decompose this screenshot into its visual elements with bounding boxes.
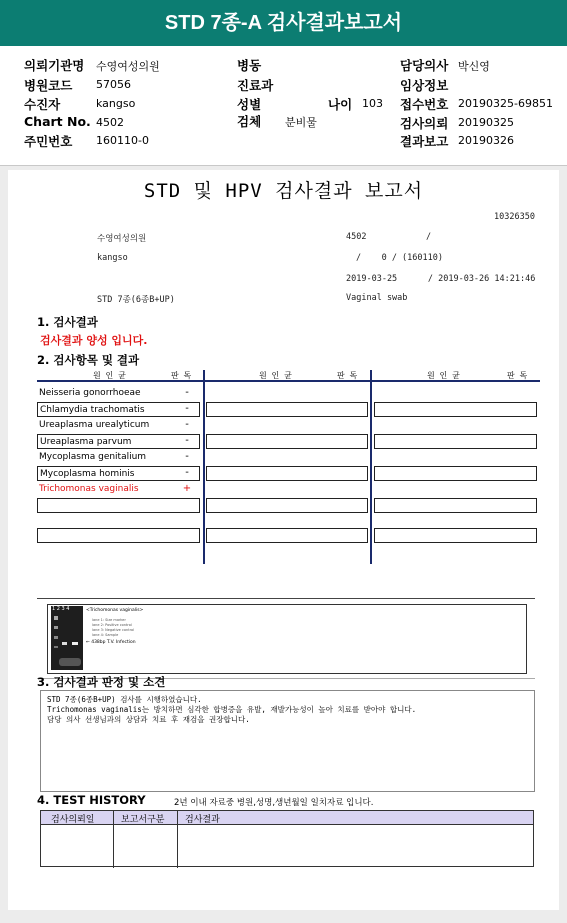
- empty-cell: [374, 498, 537, 513]
- age-value: 103: [362, 97, 383, 110]
- pathogen-name: Trichomonas vaginalis: [39, 484, 139, 494]
- receipt-label: 접수번호: [400, 97, 449, 112]
- empty-cell: [374, 528, 537, 543]
- report-date-value: 20190326: [458, 134, 514, 147]
- code-label: 병원코드: [24, 78, 73, 93]
- section3-title: 3. 검사결과 판정 및 소견: [37, 675, 166, 689]
- col2-result-header: 판 독: [337, 371, 358, 380]
- history-col-divider: [113, 811, 114, 868]
- doc-patient-extra: / 0 / (160110): [356, 253, 443, 263]
- pathogen-row: [37, 418, 200, 433]
- gel-legend-item: lane 3: Negative control: [92, 628, 135, 632]
- rrn-label: 주민번호: [24, 134, 73, 149]
- specimen-value: 분비물: [285, 116, 317, 129]
- patient-label: 수진자: [24, 97, 61, 112]
- hospital-label: 의뢰기관명: [24, 58, 85, 73]
- pathogen-row: [37, 402, 200, 417]
- ward-label: 병동: [237, 58, 262, 73]
- empty-cell: [206, 434, 368, 449]
- empty-cell: [374, 434, 537, 449]
- request-value: 20190325: [458, 116, 514, 129]
- empty-cell: [37, 498, 200, 513]
- pathogen-result: -: [185, 435, 189, 446]
- col3-result-header: 판 독: [507, 371, 528, 380]
- grid-divider-2: [370, 370, 372, 564]
- gel-legend-item: lane 4: Sample: [92, 633, 119, 637]
- pathogen-result: -: [185, 451, 189, 462]
- section4-title: 4. TEST HISTORY: [37, 793, 146, 807]
- pathogen-name: Mycoplasma genitalium: [39, 452, 147, 462]
- chart-label: Chart No.: [24, 114, 91, 129]
- pathogen-row: [37, 466, 200, 481]
- pathogen-row: [37, 450, 200, 465]
- gel-top-rule: [37, 598, 535, 599]
- size-marker-lane: [54, 616, 58, 666]
- empty-cell: [37, 528, 200, 543]
- col1-pathogen-header: 원 인 균: [93, 371, 126, 380]
- report-document: [8, 170, 559, 910]
- opinion-line: STD 7종(6종B+UP) 검사를 시행하였습니다.: [47, 695, 202, 704]
- doc-chart-slash: /: [426, 232, 432, 242]
- opinion-line: Trichomonas vaginalis는 방치하면 심각한 합병증을 유발, 재발가능성이 높아 치료를 받아야 합니다.: [47, 705, 417, 714]
- history-note: 2년 이내 자료중 병원,성명,생년월일 일치자료 입니다.: [174, 798, 374, 808]
- positive-control-band: [62, 642, 67, 645]
- gel-electrophoresis-panel: [47, 604, 527, 674]
- pathogen-result: -: [185, 467, 189, 478]
- receipt-value: 20190325-69851: [458, 97, 553, 110]
- empty-cell: [206, 402, 368, 417]
- pathogen-name: Neisseria gonorrhoeae: [39, 388, 141, 398]
- col2-pathogen-header: 원 인 균: [259, 371, 292, 380]
- doctor-label: 담당의사: [400, 58, 449, 73]
- report-date-label: 결과보고: [400, 134, 449, 149]
- document-title: STD 및 HPV 검사결과 보고서: [143, 180, 424, 202]
- pathogen-name: Chlamydia trachomatis: [40, 405, 145, 415]
- history-col-request-date: 검사의뢰일: [51, 815, 95, 825]
- gel-caption: <Trichomonas vaginalis>: [86, 608, 144, 613]
- gel-image: [51, 606, 83, 670]
- pathogen-row: [37, 386, 200, 401]
- pathogen-row-positive: [37, 482, 200, 497]
- grid-divider-1: [203, 370, 205, 564]
- pathogen-result-positive: +: [182, 483, 192, 494]
- pathogen-result: -: [185, 403, 189, 414]
- age-label: 나이: [328, 97, 353, 112]
- doc-chart-no: 4502: [346, 232, 367, 242]
- history-col-report-type: 보고서구분: [121, 815, 165, 825]
- pathogen-name: Ureaplasma parvum: [40, 437, 132, 447]
- specimen-label: 검체: [237, 114, 262, 129]
- doc-test-name: STD 7종(6종B+UP): [97, 295, 175, 305]
- opinion-line: 담당 의사 선생님과의 상담과 치료 후 재검을 권장합니다.: [47, 715, 250, 724]
- positive-result-text: 검사결과 양성 입니다.: [40, 334, 148, 347]
- section1-title: 1. 검사결과: [37, 315, 98, 329]
- doc-hospital: 수영여성의원: [97, 234, 147, 244]
- document-number: 10326350: [494, 212, 535, 222]
- pathogen-name: Ureaplasma urealyticum: [39, 420, 150, 430]
- gel-band-label: ← 438bp T.V. Infection: [86, 640, 136, 645]
- sample-band: [72, 642, 78, 645]
- empty-cell: [206, 528, 368, 543]
- pathogen-result: -: [185, 387, 189, 398]
- clinical-label: 임상정보: [400, 78, 449, 93]
- doc-patient: kangso: [97, 253, 128, 263]
- doc-specimen: Vaginal swab: [346, 293, 408, 303]
- empty-cell: [374, 466, 537, 481]
- results-grid-header: [37, 370, 540, 382]
- patient-info-panel: [0, 48, 567, 166]
- report-title-bar: [0, 0, 567, 46]
- empty-cell: [374, 402, 537, 417]
- sex-label: 성별: [237, 97, 262, 112]
- gel-legend-item: lane 1: Size marker: [92, 618, 126, 622]
- empty-cell: [206, 466, 368, 481]
- test-history-table: [40, 810, 534, 867]
- primer-dimer-band: [59, 658, 81, 666]
- empty-cell: [206, 498, 368, 513]
- hospital-value: 수영여성의원: [96, 60, 160, 73]
- col1-result-header: 판 독: [171, 371, 192, 380]
- history-col-divider: [177, 811, 178, 868]
- history-col-result: 검사결과: [185, 815, 220, 825]
- gel-legend-item: lane 2: Positive control: [92, 623, 132, 627]
- code-value: 57056: [96, 78, 131, 91]
- col3-pathogen-header: 원 인 균: [427, 371, 460, 380]
- doc-dates: 2019-03-25 / 2019-03-26 14:21:46: [346, 274, 536, 284]
- gel-lane-numbers: 1 2 3 4: [52, 606, 70, 612]
- request-label: 검사의뢰: [400, 116, 449, 131]
- rrn-value: 160110-0: [96, 134, 149, 147]
- pathogen-result: -: [185, 419, 189, 430]
- pathogen-row: [37, 434, 200, 449]
- chart-value: 4502: [96, 116, 124, 129]
- doctor-value: 박신영: [458, 60, 490, 73]
- report-title: STD 7종-A 검사결과보고서: [164, 12, 403, 34]
- dept-label: 진료과: [237, 78, 274, 93]
- section2-title: 2. 검사항목 및 결과: [37, 353, 140, 367]
- pathogen-name: Mycoplasma hominis: [40, 469, 135, 479]
- opinion-box: [40, 690, 535, 792]
- patient-value: kangso: [96, 97, 136, 110]
- history-table-header: [41, 811, 533, 825]
